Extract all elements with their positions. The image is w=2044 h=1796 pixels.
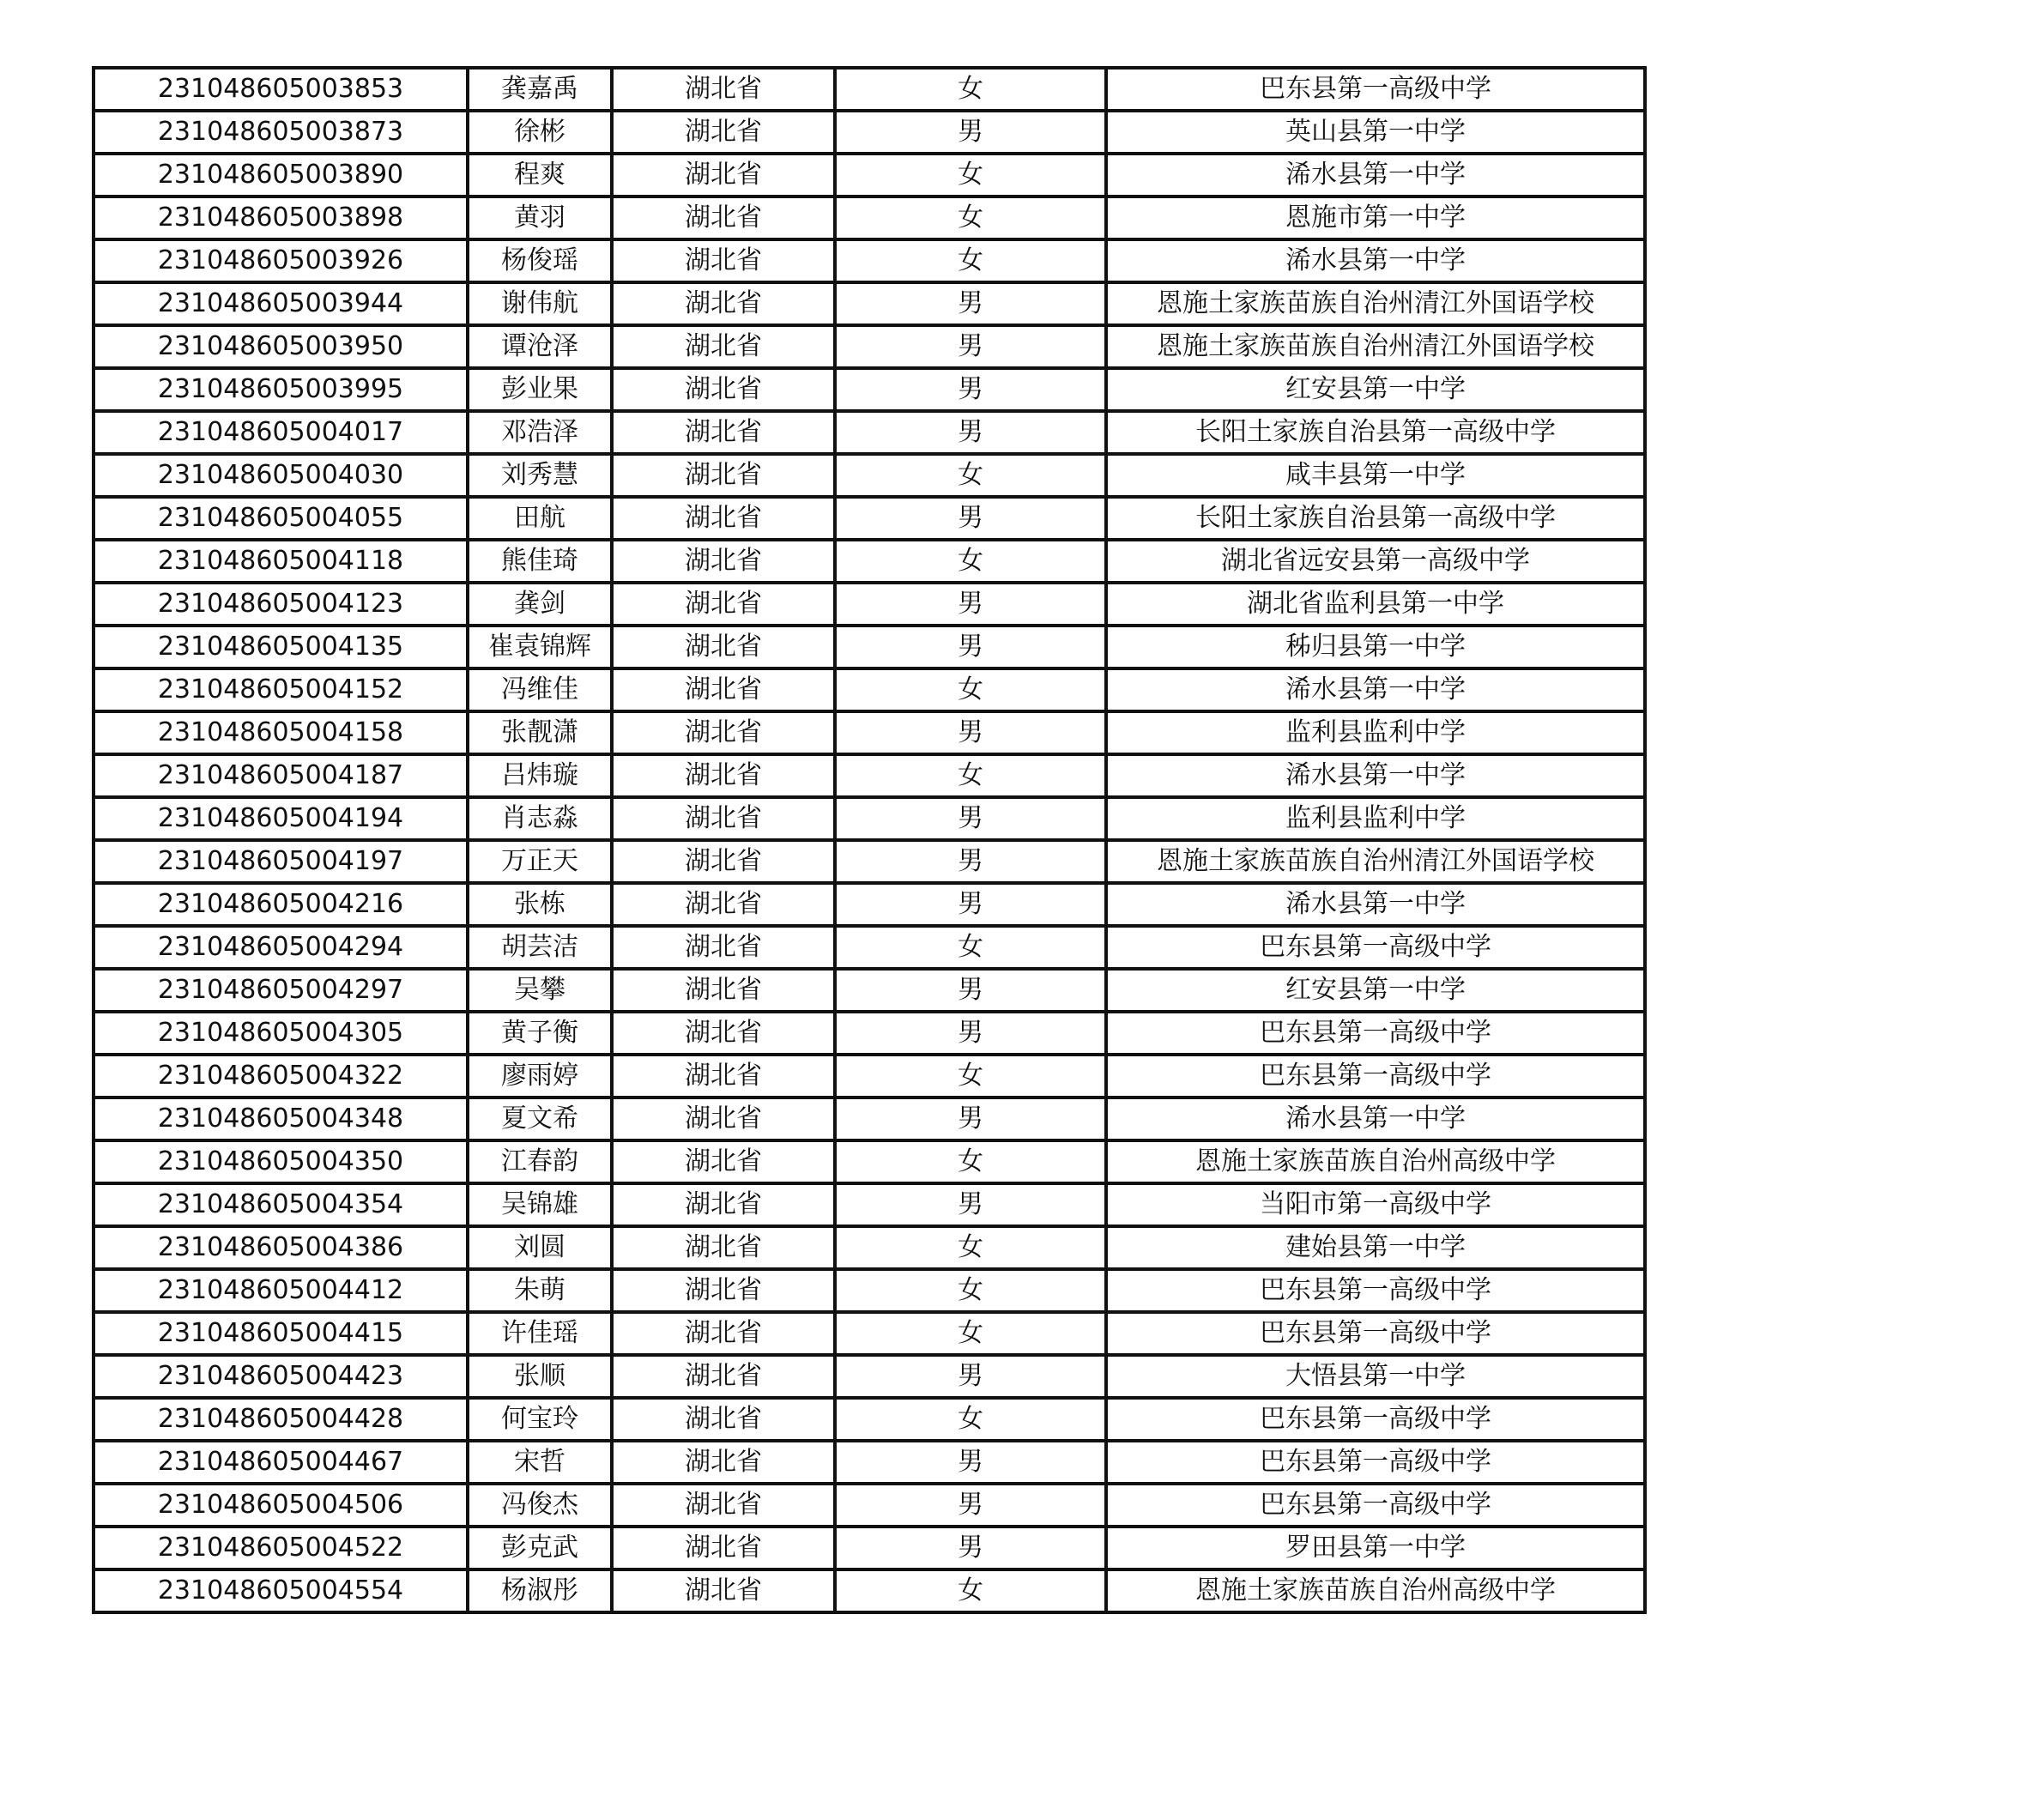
name-cell: 杨淑彤 [468,1569,612,1612]
exam-number-cell: 231048605003890 [94,154,468,197]
name-cell: 吴攀 [468,969,612,1012]
exam-number-cell: 231048605004194 [94,797,468,840]
gender-cell: 男 [835,583,1106,626]
name-cell: 熊佳琦 [468,540,612,583]
exam-number-cell: 231048605004197 [94,840,468,883]
exam-number-cell: 231048605003995 [94,368,468,411]
table-row [94,454,1645,497]
gender-cell: 女 [835,1226,1106,1269]
province-cell: 湖北省 [612,711,835,754]
exam-number-cell: 231048605004055 [94,497,468,540]
school-cell: 巴东县第一高级中学 [1106,926,1645,969]
table-row [94,1398,1645,1441]
gender-cell: 女 [835,1055,1106,1098]
province-cell: 湖北省 [612,797,835,840]
name-cell: 谢伟航 [468,282,612,325]
name-cell: 张靓潇 [468,711,612,754]
exam-number-cell: 231048605003944 [94,282,468,325]
exam-number-cell: 231048605004386 [94,1226,468,1269]
gender-cell: 男 [835,840,1106,883]
exam-number-cell: 231048605004522 [94,1527,468,1569]
school-cell: 当阳市第一高级中学 [1106,1183,1645,1226]
gender-cell: 男 [835,325,1106,368]
gender-cell: 男 [835,1098,1106,1140]
name-cell: 吕炜璇 [468,754,612,797]
exam-number-cell: 231048605004506 [94,1484,468,1527]
school-cell: 巴东县第一高级中学 [1106,1012,1645,1055]
school-cell: 浠水县第一中学 [1106,239,1645,282]
name-cell: 万正天 [468,840,612,883]
name-cell: 田航 [468,497,612,540]
province-cell: 湖北省 [612,583,835,626]
exam-number-cell: 231048605004216 [94,883,468,926]
province-cell: 湖北省 [612,1140,835,1183]
exam-number-cell: 231048605003873 [94,111,468,154]
table-row [94,583,1645,626]
exam-number-cell: 231048605004305 [94,1012,468,1055]
name-cell: 龚嘉禹 [468,68,612,111]
table-row [94,668,1645,711]
table-row [94,1269,1645,1312]
gender-cell: 女 [835,540,1106,583]
name-cell: 何宝玲 [468,1398,612,1441]
gender-cell: 女 [835,926,1106,969]
school-cell: 监利县监利中学 [1106,711,1645,754]
name-cell: 黄羽 [468,197,612,239]
exam-number-cell: 231048605004354 [94,1183,468,1226]
school-cell: 秭归县第一中学 [1106,626,1645,668]
name-cell: 徐彬 [468,111,612,154]
gender-cell: 男 [835,368,1106,411]
exam-number-cell: 231048605004467 [94,1441,468,1484]
name-cell: 冯俊杰 [468,1484,612,1527]
school-cell: 红安县第一中学 [1106,368,1645,411]
name-cell: 夏文希 [468,1098,612,1140]
province-cell: 湖北省 [612,1398,835,1441]
gender-cell: 女 [835,754,1106,797]
table-row [94,282,1645,325]
province-cell: 湖北省 [612,68,835,111]
school-cell: 恩施土家族苗族自治州高级中学 [1106,1140,1645,1183]
exam-number-cell: 231048605004554 [94,1569,468,1612]
table-row [94,325,1645,368]
gender-cell: 女 [835,239,1106,282]
province-cell: 湖北省 [612,1312,835,1355]
province-cell: 湖北省 [612,111,835,154]
school-cell: 浠水县第一中学 [1106,1098,1645,1140]
name-cell: 廖雨婷 [468,1055,612,1098]
province-cell: 湖北省 [612,668,835,711]
table-row [94,711,1645,754]
school-cell: 大悟县第一中学 [1106,1355,1645,1398]
exam-number-cell: 231048605004350 [94,1140,468,1183]
table-row [94,154,1645,197]
province-cell: 湖北省 [612,540,835,583]
name-cell: 吴锦雄 [468,1183,612,1226]
exam-number-cell: 231048605004123 [94,583,468,626]
name-cell: 朱萌 [468,1269,612,1312]
name-cell: 谭沧泽 [468,325,612,368]
table-row [94,969,1645,1012]
table-row [94,540,1645,583]
exam-number-cell: 231048605004152 [94,668,468,711]
school-cell: 罗田县第一中学 [1106,1527,1645,1569]
school-cell: 巴东县第一高级中学 [1106,68,1645,111]
name-cell: 张栋 [468,883,612,926]
school-cell: 巴东县第一高级中学 [1106,1269,1645,1312]
school-cell: 监利县监利中学 [1106,797,1645,840]
table-row [94,1355,1645,1398]
exam-number-cell: 231048605003853 [94,68,468,111]
name-cell: 龚剑 [468,583,612,626]
table-row [94,797,1645,840]
province-cell: 湖北省 [612,1569,835,1612]
gender-cell: 女 [835,154,1106,197]
province-cell: 湖北省 [612,1183,835,1226]
name-cell: 冯维佳 [468,668,612,711]
school-cell: 恩施土家族苗族自治州清江外国语学校 [1106,282,1645,325]
province-cell: 湖北省 [612,1226,835,1269]
province-cell: 湖北省 [612,454,835,497]
school-cell: 恩施土家族苗族自治州清江外国语学校 [1106,840,1645,883]
province-cell: 湖北省 [612,883,835,926]
gender-cell: 男 [835,1012,1106,1055]
gender-cell: 男 [835,411,1106,454]
table-row [94,239,1645,282]
table-row [94,411,1645,454]
name-cell: 刘秀慧 [468,454,612,497]
school-cell: 浠水县第一中学 [1106,883,1645,926]
name-cell: 彭克武 [468,1527,612,1569]
name-cell: 黄子衡 [468,1012,612,1055]
school-cell: 巴东县第一高级中学 [1106,1484,1645,1527]
school-cell: 浠水县第一中学 [1106,754,1645,797]
name-cell: 肖志淼 [468,797,612,840]
school-cell: 长阳土家族自治县第一高级中学 [1106,411,1645,454]
table-row [94,497,1645,540]
province-cell: 湖北省 [612,969,835,1012]
table-row [94,1441,1645,1484]
school-cell: 湖北省远安县第一高级中学 [1106,540,1645,583]
province-cell: 湖北省 [612,325,835,368]
school-cell: 湖北省监利县第一中学 [1106,583,1645,626]
gender-cell: 女 [835,68,1106,111]
table-row [94,1569,1645,1612]
name-cell: 刘圆 [468,1226,612,1269]
table-row [94,111,1645,154]
table-row [94,1226,1645,1269]
table-row [94,1012,1645,1055]
school-cell: 巴东县第一高级中学 [1106,1398,1645,1441]
name-cell: 杨俊瑶 [468,239,612,282]
name-cell: 程爽 [468,154,612,197]
exam-number-cell: 231048605004428 [94,1398,468,1441]
table-row [94,883,1645,926]
province-cell: 湖北省 [612,497,835,540]
school-cell: 长阳土家族自治县第一高级中学 [1106,497,1645,540]
gender-cell: 女 [835,1569,1106,1612]
name-cell: 江春韵 [468,1140,612,1183]
name-cell: 胡芸洁 [468,926,612,969]
gender-cell: 男 [835,1441,1106,1484]
name-cell: 崔袁锦辉 [468,626,612,668]
gender-cell: 男 [835,626,1106,668]
exam-number-cell: 231048605004017 [94,411,468,454]
gender-cell: 男 [835,497,1106,540]
name-cell: 彭业果 [468,368,612,411]
province-cell: 湖北省 [612,1527,835,1569]
exam-number-cell: 231048605004187 [94,754,468,797]
province-cell: 湖北省 [612,197,835,239]
exam-number-cell: 231048605004135 [94,626,468,668]
table-row [94,926,1645,969]
table-row [94,840,1645,883]
school-cell: 红安县第一中学 [1106,969,1645,1012]
province-cell: 湖北省 [612,926,835,969]
province-cell: 湖北省 [612,626,835,668]
table-row [94,1183,1645,1226]
student-list-body [94,68,1645,1612]
gender-cell: 女 [835,1269,1106,1312]
school-cell: 恩施市第一中学 [1106,197,1645,239]
exam-number-cell: 231048605003926 [94,239,468,282]
school-cell: 巴东县第一高级中学 [1106,1055,1645,1098]
exam-number-cell: 231048605004030 [94,454,468,497]
province-cell: 湖北省 [612,1055,835,1098]
province-cell: 湖北省 [612,239,835,282]
gender-cell: 女 [835,454,1106,497]
gender-cell: 男 [835,1484,1106,1527]
gender-cell: 男 [835,969,1106,1012]
province-cell: 湖北省 [612,411,835,454]
gender-cell: 男 [835,883,1106,926]
table-row [94,68,1645,111]
province-cell: 湖北省 [612,754,835,797]
gender-cell: 男 [835,1527,1106,1569]
table-row [94,626,1645,668]
exam-number-cell: 231048605004348 [94,1098,468,1140]
province-cell: 湖北省 [612,1355,835,1398]
exam-number-cell: 231048605003898 [94,197,468,239]
gender-cell: 男 [835,1355,1106,1398]
exam-number-cell: 231048605004322 [94,1055,468,1098]
school-cell: 浠水县第一中学 [1106,154,1645,197]
name-cell: 张顺 [468,1355,612,1398]
province-cell: 湖北省 [612,1098,835,1140]
exam-number-cell: 231048605004423 [94,1355,468,1398]
name-cell: 许佳瑶 [468,1312,612,1355]
school-cell: 英山县第一中学 [1106,111,1645,154]
gender-cell: 男 [835,282,1106,325]
school-cell: 浠水县第一中学 [1106,668,1645,711]
table-row [94,1312,1645,1355]
table-row [94,1527,1645,1569]
province-cell: 湖北省 [612,1484,835,1527]
gender-cell: 男 [835,711,1106,754]
gender-cell: 男 [835,1183,1106,1226]
table-row [94,1098,1645,1140]
gender-cell: 女 [835,197,1106,239]
exam-number-cell: 231048605004158 [94,711,468,754]
name-cell: 宋哲 [468,1441,612,1484]
table-row [94,754,1645,797]
gender-cell: 男 [835,111,1106,154]
gender-cell: 女 [835,668,1106,711]
province-cell: 湖北省 [612,1269,835,1312]
gender-cell: 女 [835,1140,1106,1183]
gender-cell: 女 [835,1312,1106,1355]
table-row [94,368,1645,411]
table-row [94,1140,1645,1183]
province-cell: 湖北省 [612,282,835,325]
student-list-table [92,66,1647,1614]
exam-number-cell: 231048605004294 [94,926,468,969]
exam-number-cell: 231048605004415 [94,1312,468,1355]
school-cell: 建始县第一中学 [1106,1226,1645,1269]
name-cell: 邓浩泽 [468,411,612,454]
province-cell: 湖北省 [612,154,835,197]
exam-number-cell: 231048605004412 [94,1269,468,1312]
school-cell: 巴东县第一高级中学 [1106,1441,1645,1484]
school-cell: 咸丰县第一中学 [1106,454,1645,497]
gender-cell: 女 [835,1398,1106,1441]
province-cell: 湖北省 [612,368,835,411]
school-cell: 恩施土家族苗族自治州高级中学 [1106,1569,1645,1612]
province-cell: 湖北省 [612,1441,835,1484]
table-row [94,197,1645,239]
exam-number-cell: 231048605004118 [94,540,468,583]
gender-cell: 男 [835,797,1106,840]
school-cell: 巴东县第一高级中学 [1106,1312,1645,1355]
province-cell: 湖北省 [612,1012,835,1055]
table-row [94,1055,1645,1098]
school-cell: 恩施土家族苗族自治州清江外国语学校 [1106,325,1645,368]
exam-number-cell: 231048605003950 [94,325,468,368]
exam-number-cell: 231048605004297 [94,969,468,1012]
table-row [94,1484,1645,1527]
province-cell: 湖北省 [612,840,835,883]
